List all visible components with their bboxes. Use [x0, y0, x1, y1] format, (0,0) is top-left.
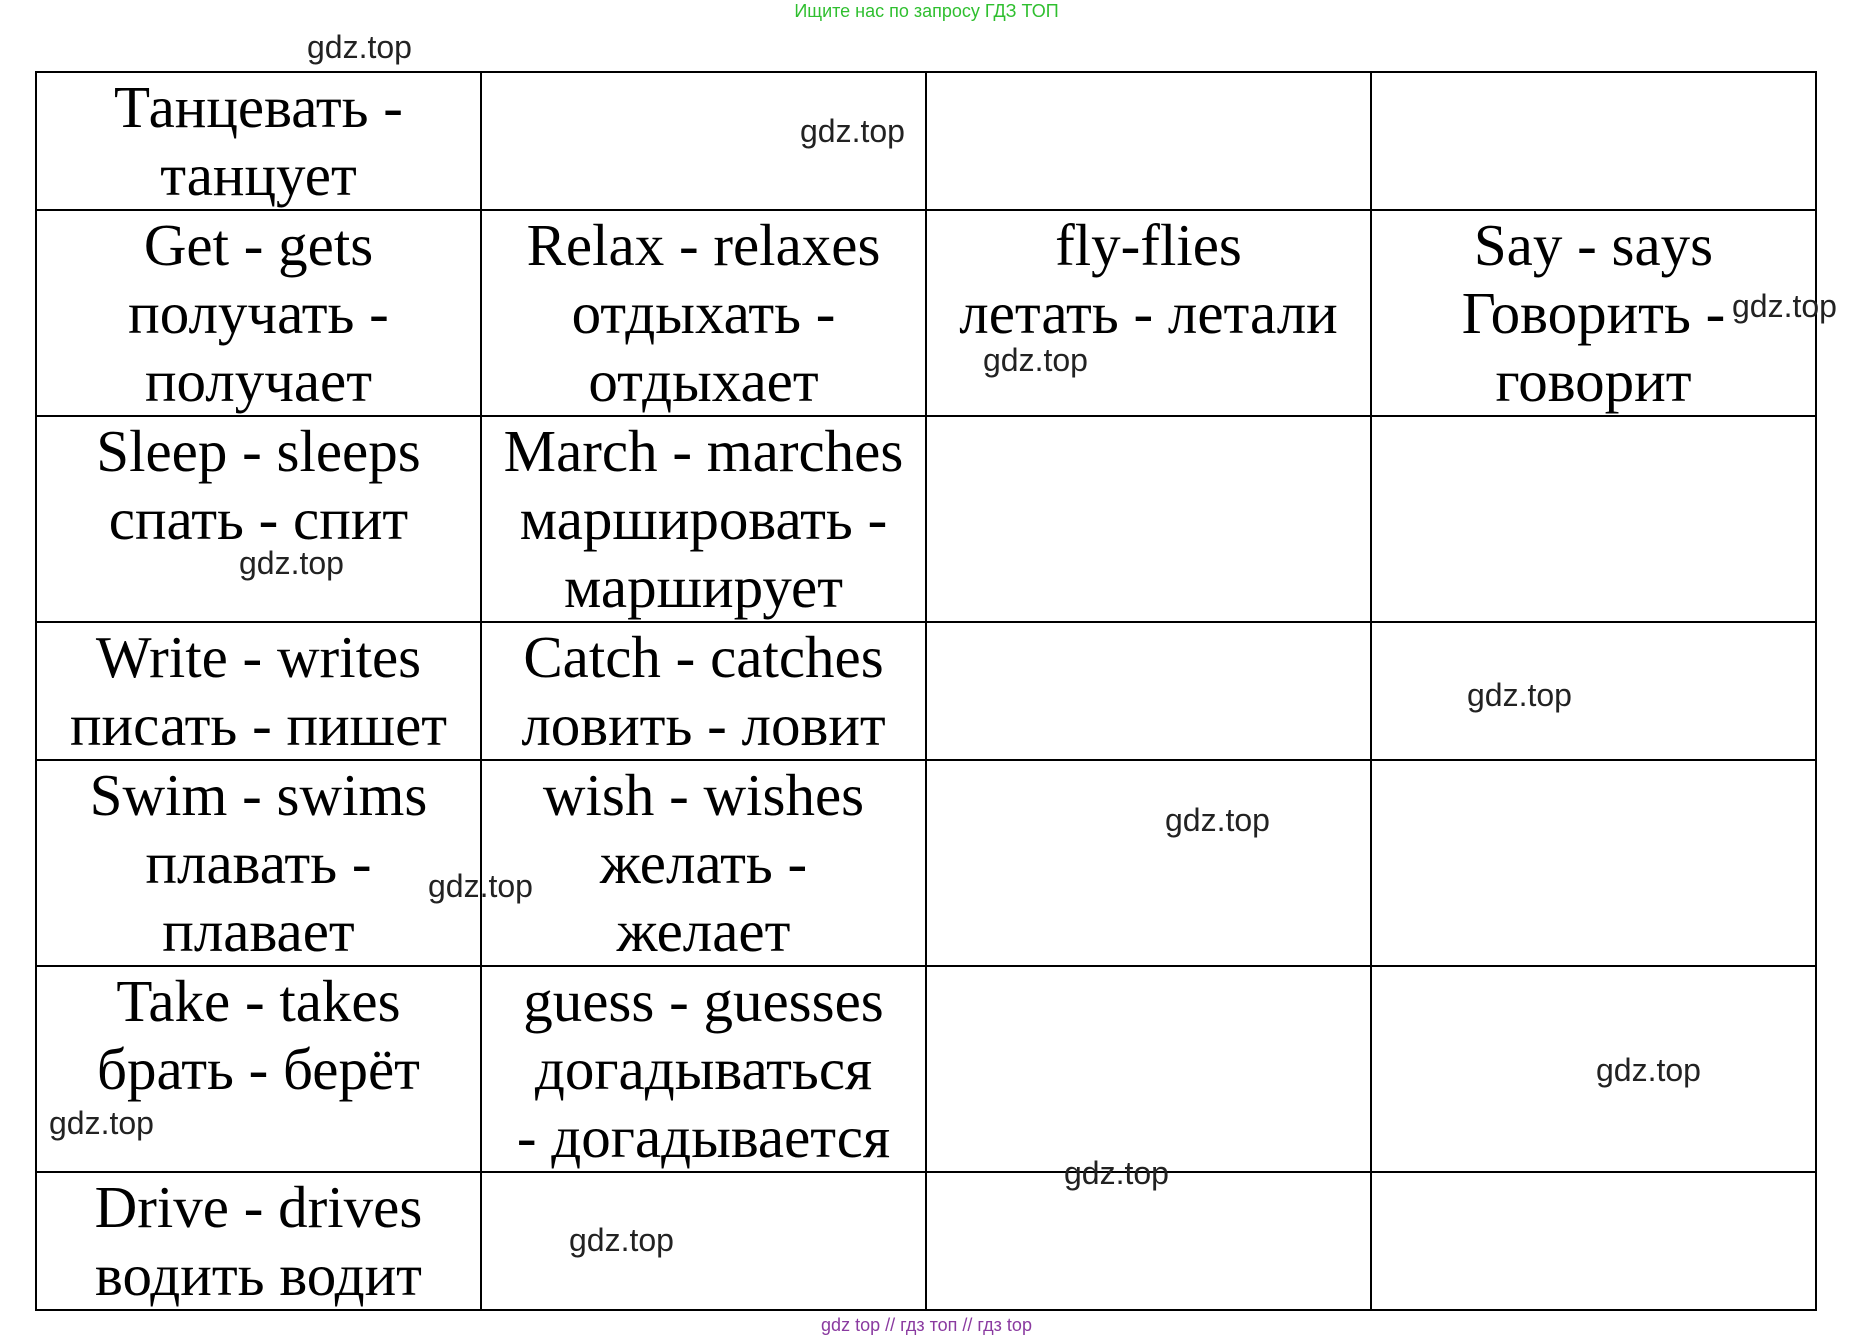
watermark: gdz.top [49, 1105, 154, 1141]
table-cell [36, 1172, 481, 1310]
watermark: gdz.top [1165, 802, 1270, 838]
table-row [36, 210, 1816, 416]
cell-text-line: получает [144, 348, 373, 414]
cell-text-line: писать - пишет [69, 692, 448, 758]
cell-text-line: говорит [1495, 348, 1692, 414]
empty-table-cell [926, 1172, 1371, 1310]
watermark: gdz.top [1064, 1155, 1169, 1191]
table-cell [481, 622, 926, 760]
table-row [36, 1172, 1816, 1310]
watermark: gdz.top [1596, 1052, 1701, 1088]
watermark: gdz.top [307, 29, 412, 65]
table-row [36, 760, 1816, 966]
cell-text-line: Get - gets [143, 212, 374, 278]
cell-text-line: брать - берёт [97, 1036, 420, 1102]
cell-text-line: Drive - drives [94, 1174, 423, 1240]
table-cell [481, 760, 926, 966]
cell-text-line: Take - takes [116, 968, 401, 1034]
watermark: gdz.top [1732, 288, 1837, 324]
cell-text-line: Relax - relaxes [526, 212, 881, 278]
table-row [36, 416, 1816, 622]
cell-text-line: wish - wishes [542, 762, 865, 828]
cell-text-line: спать - спит [108, 486, 409, 552]
cell-text-line: плавает [162, 898, 355, 964]
cell-text-line: Sleep - sleeps [96, 418, 421, 484]
empty-table-cell [926, 72, 1371, 210]
table-cell [926, 210, 1371, 416]
cell-text-line: летать - летали [959, 280, 1338, 346]
cell-text-line: guess - guesses [523, 968, 884, 1034]
table-row [36, 966, 1816, 1172]
cell-text-line: Говорить - [1461, 280, 1726, 346]
table-cell [36, 210, 481, 416]
watermark: gdz.top [569, 1222, 674, 1258]
cell-text-line: отдыхать - [571, 280, 836, 346]
empty-table-cell [926, 416, 1371, 622]
empty-table-cell [1371, 966, 1816, 1172]
watermark: gdz.top [983, 342, 1088, 378]
empty-table-cell [1371, 72, 1816, 210]
watermark: gdz.top [428, 868, 533, 904]
cell-text-line: танцует [160, 142, 357, 208]
cell-text-line: fly-flies [1055, 212, 1242, 278]
cell-text-line: плавать - [145, 830, 372, 896]
table-cell [481, 966, 926, 1172]
empty-table-cell [1371, 760, 1816, 966]
cell-text-line: получать - [128, 280, 389, 346]
cell-text-line: водить водит [95, 1242, 422, 1308]
cell-text-line: Swim - swims [89, 762, 428, 828]
footer-links: gdz top // гдз топ // гдз top [821, 1315, 1032, 1335]
watermark: gdz.top [800, 113, 905, 149]
cell-text-line: - догадывается [516, 1104, 891, 1170]
cell-text-line: ловить - ловит [521, 692, 886, 758]
cell-text-line: Write - writes [95, 624, 422, 690]
cell-text-line: марширует [563, 554, 844, 620]
table-cell [36, 622, 481, 760]
cell-text-line: маршировать - [519, 486, 888, 552]
table-cell [36, 72, 481, 210]
watermark: gdz.top [239, 545, 344, 581]
cell-text-line: желать - [599, 830, 808, 896]
table-cell [481, 416, 926, 622]
table-cell [36, 966, 481, 1172]
search-banner: Ищите нас по запросу ГДЗ ТОП [794, 1, 1059, 21]
empty-table-cell [1371, 416, 1816, 622]
empty-table-cell [1371, 622, 1816, 760]
empty-table-cell [1371, 1172, 1816, 1310]
empty-table-cell [926, 966, 1371, 1172]
cell-text-line: Catch - catches [523, 624, 884, 690]
table-row [36, 72, 1816, 210]
watermark: gdz.top [1467, 677, 1572, 713]
table-cell [36, 416, 481, 622]
empty-table-cell [481, 1172, 926, 1310]
cell-text-line: отдыхает [588, 348, 819, 414]
table-cell [36, 760, 481, 966]
cell-text-line: Танцевать - [114, 74, 403, 140]
empty-table-cell [926, 760, 1371, 966]
cell-text-line: догадываться [534, 1036, 873, 1102]
cell-text-line: March - marches [503, 418, 904, 484]
empty-table-cell [926, 622, 1371, 760]
table-cell [481, 210, 926, 416]
cell-text-line: Say - says [1473, 212, 1714, 278]
cell-text-line: желает [616, 898, 791, 964]
